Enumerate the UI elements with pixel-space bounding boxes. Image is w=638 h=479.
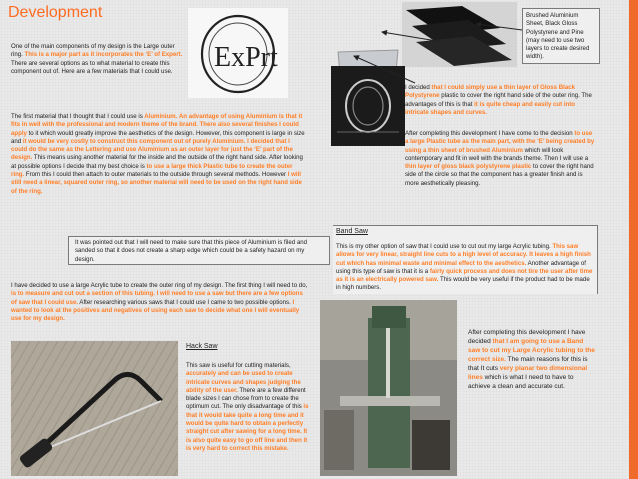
gloss-highlight-2: it is quite cheap and easily cut into intricate shapes and curves. bbox=[405, 100, 576, 116]
decision-text-2: The main reasons for this is that It cuts bbox=[468, 356, 588, 372]
hacksaw-heading: Hack Saw bbox=[186, 343, 218, 350]
bandsaw-photo bbox=[320, 300, 457, 476]
bandsaw-text-3: This would be very useful if the product had to be made in high numbers. bbox=[336, 276, 590, 292]
tube-text-2: After researching various saws that I could use I came to two possible options. bbox=[78, 298, 291, 306]
bandsaw-highlight-1: This saw allows for very linear, straight line cuts to a high level of accuracy. It leaves a high finish cut which has minimal waste and minimal effect to the aesthetics. bbox=[336, 243, 591, 267]
decision-paragraph bbox=[468, 328, 596, 391]
after-development-paragraph bbox=[405, 130, 597, 188]
materials-caption-text: Brushed Aluminium Sheet, Black Gloss Polystyrene and Pine (may need to use two layers to create desired width). bbox=[526, 12, 590, 61]
gloss-text-2: plastic to cover the right hand side of the outer ring. The advantages of this is that bbox=[405, 92, 592, 108]
hacksaw-highlight-2: is that it would take quite a long time and it would be quite hard to obtain a perfectly straight cut after sawing for a long time. It is also quite easy to go off line and then it is very hard to correct this mistake. bbox=[186, 403, 309, 452]
page-title: Development bbox=[8, 4, 103, 21]
alu-highlight-4: I will still need a linear, squared outer ring, so another material will need to be used on the right hand side of the ring. bbox=[11, 171, 302, 195]
gloss-highlight-1: that I could simply use a thin layer of Gloss Black Polystyrene bbox=[405, 84, 576, 100]
alu-text-2: to it which would greatly improve the aesthetics of the design. However, this component is large in size and bbox=[11, 129, 305, 145]
decision-highlight-1: that I am going to use a Band saw to cut my Large Acrylic tubing to the correct size. bbox=[468, 338, 595, 363]
alu-text-1: The first material that I thought that I could use is bbox=[11, 113, 143, 120]
tube-highlight-1: is to measure and cut out a section of this tubing. I will need to use a saw but there are a few options of saw that I could use. bbox=[11, 290, 303, 306]
decision-highlight-2: very planar two dimensional lines bbox=[468, 365, 588, 381]
after-text-1: After completing this development I have come to the decision bbox=[405, 130, 573, 137]
bandsaw-paragraph bbox=[336, 243, 594, 293]
intro-text-2: There are several options as to what material to create this component out of. Here are a few materials that I could use. bbox=[11, 59, 173, 75]
alu-highlight-3: to use a large thick Plastic tube to create the outer ring. bbox=[11, 162, 293, 179]
gloss-paragraph bbox=[405, 84, 595, 117]
alu-highlight-2: it would be very costly to construct this component out of purely Aluminium. I decided that I could do the same as the Lettering and use Aluminium as an outer layer for just the ‘E’ part of the design. bbox=[11, 137, 293, 162]
alu-text-3: This means using another material for the inside and the outside of the right hand side. After looking at possible options I decide that my best choice is bbox=[11, 154, 303, 170]
decision-text-3: which is what I need to have to achieve a clean and accurate cut. bbox=[468, 374, 574, 390]
tube-highlight-2: I wanted to look at the positives and negatives of using each saw to decide what one I will eventually use for my design. bbox=[11, 298, 300, 323]
gloss-text-1: I decided bbox=[405, 84, 430, 91]
logo-lettering: ExPrt bbox=[214, 42, 278, 73]
decision-text-1: After completing this development I have decided bbox=[468, 329, 586, 345]
intro-text-1: One of the main components of my design is the Large outer ring. bbox=[11, 43, 175, 59]
hacksaw-text-2: There are a few different blade sizes I can chose from to create the optimum cut. The only disadvantage of this bbox=[186, 386, 306, 411]
alu-highlight-1: Aluminium. An advantage of using Aluminium is that it fits in well with the professional and modern theme of the brand. There also several finishes I could apply bbox=[11, 113, 303, 137]
bandsaw-text-1: This is my other option of saw that I could use to cut out my large Acrylic tubing. bbox=[336, 243, 551, 250]
after-highlight-1: to use a large Plastic tube as the main part, with the ‘E’ being created by using a thin sheet of brushed Aluminium bbox=[405, 130, 595, 154]
hacksaw-highlight-1: accurately and can be used to create intricate curves and shapes judging the ability of the user. bbox=[186, 370, 301, 394]
after-highlight-2: thin layer of gloss black polystyrene plastic bbox=[405, 163, 532, 171]
bandsaw-text-2: Another advantage of using this type of saw is that it is a bbox=[336, 259, 586, 275]
bandsaw-heading: Band Saw bbox=[336, 228, 368, 235]
bandsaw-highlight-2: fairly quick process and does not tire the user after time as it is an electrically powered saw. bbox=[336, 267, 593, 284]
materials-caption bbox=[522, 8, 600, 64]
intro-highlight: This is a major part as it incorporates the ‘E’ of Expert. bbox=[22, 51, 183, 59]
alu-text-4: From this I could then attach to outer materials to the outside through several methods. However bbox=[24, 171, 287, 179]
after-text-3: to cover the right hand side of the circle so that the component has a greater finish and is more aesthetically pleasing. bbox=[405, 163, 594, 187]
safety-note-text: It was pointed out that I will need to make sure that this piece of Aluminium is filed and sanded so that it does not create a sharp edge which could be a safety hazard on my design. bbox=[75, 239, 308, 263]
after-text-2: which will look contemporary and fit in well with the brands theme. Then I will use a bbox=[405, 146, 589, 162]
tube-text-1: I have decided to use a large Acrylic tube to create the outer ring of my design. The first thing I will need to do, bbox=[11, 282, 308, 289]
hacksaw-text-1: This saw is useful for cutting materials, bbox=[186, 362, 291, 369]
